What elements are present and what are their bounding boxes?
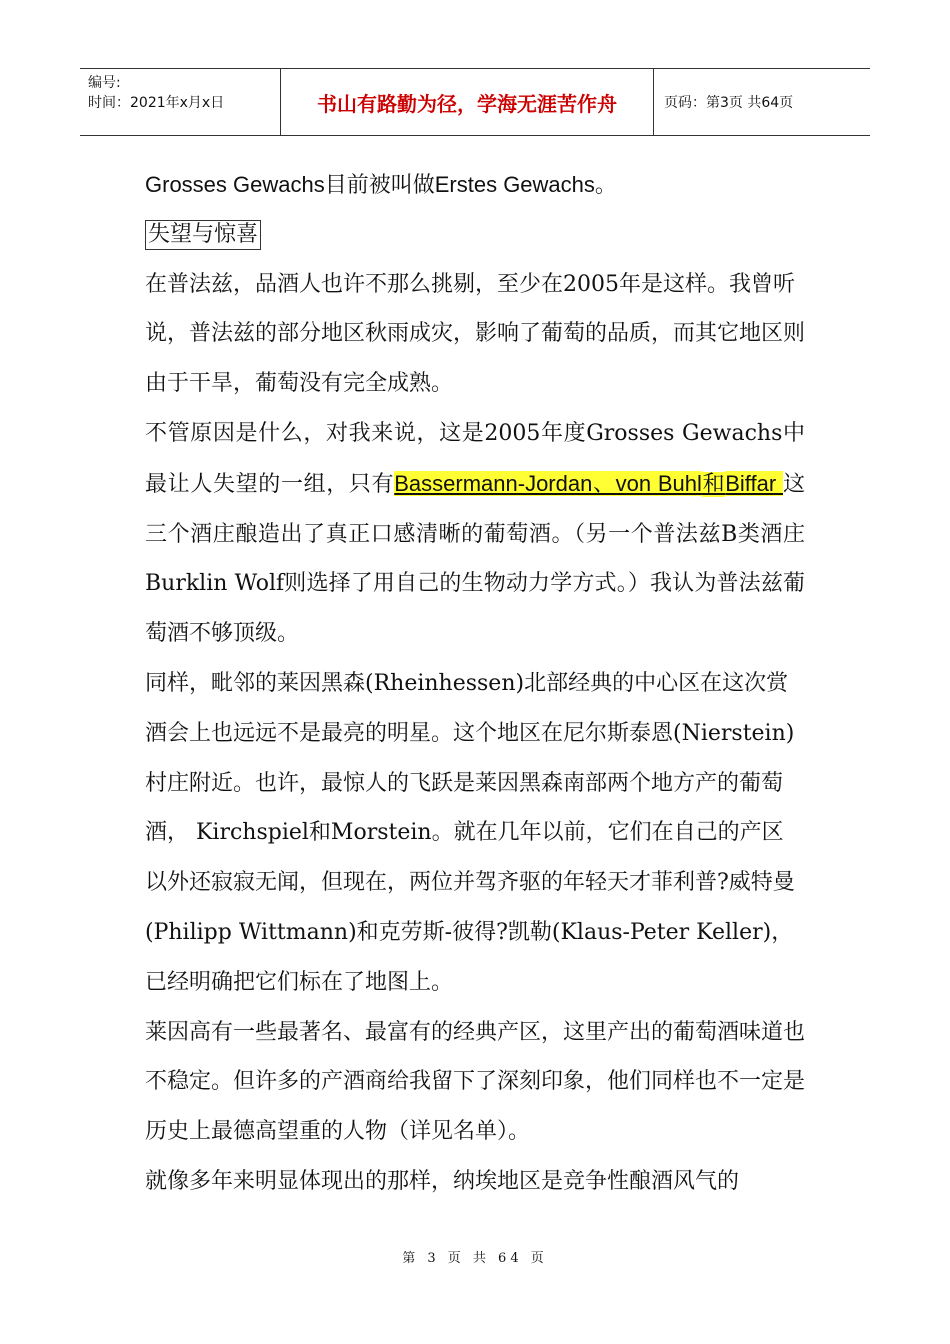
header-number-label: 编号: xyxy=(88,75,121,91)
highlight-and: 和 xyxy=(701,471,726,497)
section-title-row xyxy=(145,210,805,260)
paragraph-intro: Grosses Gewachs目前被叫做Erstes Gewachs。 xyxy=(145,172,617,197)
page-footer: 第 3 页 共 64 页 xyxy=(402,1251,548,1266)
highlight-wineries: Bassermann-Jordan、von Buhl xyxy=(394,470,702,496)
paragraph-4: 莱因高有一些最著名、最富有的经典产区，这里产出的葡萄酒味道也不稳定。但许多的产酒商给我留下了深刻印象，他们同样也不一定是历史上最德高望重的人物（详见名单）。 xyxy=(145,1019,806,1145)
header-time-label: 时间：2021年x月x日 xyxy=(88,95,225,111)
header-meta xyxy=(80,69,280,135)
paragraph-2 xyxy=(145,409,805,659)
paragraph-2-before: 不管原因是什么，对我来说，这是2005年度Grosses Gewachs中最让人失望的一组，只有 xyxy=(145,420,805,497)
paragraph-3: 同样，毗邻的莱因黑森(Rheinhessen)北部经典的中心区在这次赏酒会上也远远不是最亮的明星。这个地区在尼尔斯泰恩(Nierstein)村庄附近。也许，最惊人的飞跃是莱因黑森南部两个地方产的葡萄酒， Kirchspiel和Morstein。就在几年以前，它们在自己的产区以外还寂寂无闻，但现在，两位并驾齐驱的年轻天才菲利普?威特曼 (Philipp Wittmann)和克劳斯-彼得?凯勒(Klaus-Peter Keller)，已经明确把它们标在了地图上。 xyxy=(145,670,795,995)
section-title: 失望与惊喜 xyxy=(145,220,261,250)
highlight-biffar: Biffar xyxy=(725,470,783,496)
document-body xyxy=(145,160,805,1207)
header-motto: 书山有路勤为径，学海无涯苦作舟 xyxy=(280,69,654,135)
paragraph-1: 在普法兹，品酒人也许不那么挑剔，至少在2005年是这样。我曾听说，普法兹的部分地区秋雨成灾，影响了葡萄的品质，而其它地区则由于干旱，葡萄没有完全成熟。 xyxy=(145,271,806,397)
paragraph-2-after: 这三个酒庄酿造出了真正口感清晰的葡萄酒。（另一个普法兹B类酒庄Burklin Wolf则选择了用自己的生物动力学方式。）我认为普法兹葡萄酒不够顶级。 xyxy=(145,471,805,647)
paragraph-5: 就像多年来明显体现出的那样，纳埃地区是竞争性酿酒风气的 xyxy=(145,1168,740,1194)
header-page-info: 页码：第3页 共64页 xyxy=(664,95,794,111)
page-header xyxy=(80,68,870,136)
